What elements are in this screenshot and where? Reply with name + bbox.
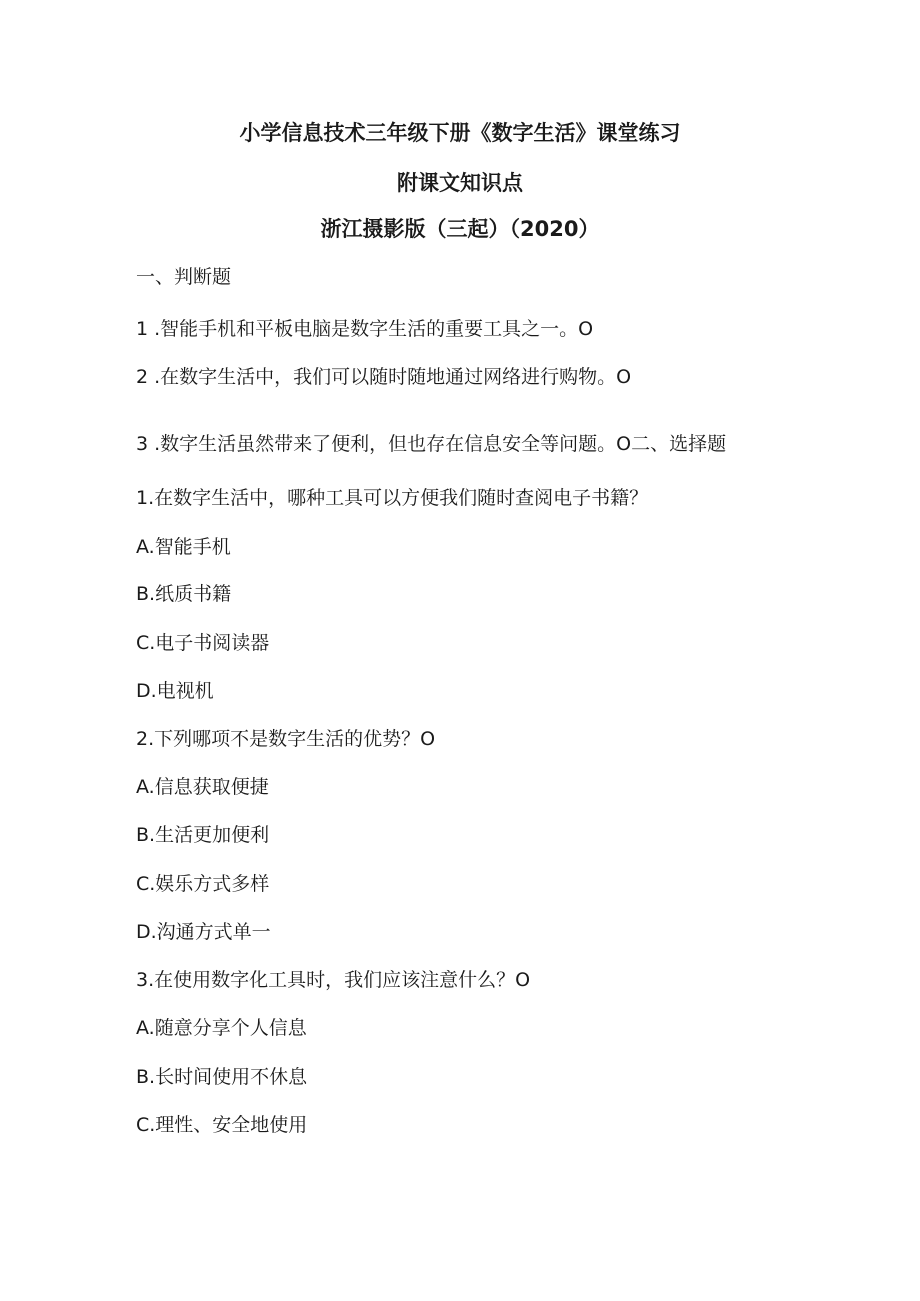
question-1: 1.在数字生活中，哪种工具可以方便我们随时查阅电子书籍？ [136,487,649,509]
question-3: 3.在使用数字化工具时，我们应该注意什么？O [136,969,531,991]
judgment-item-3: 3 .数字生活虽然带来了便利，但也存在信息安全等问题。O二、选择题 [136,433,727,455]
question-3-option-c: C.理性、安全地使用 [136,1114,308,1136]
question-1-option-a: A.智能手机 [136,536,231,558]
question-1-option-b: B.纸质书籍 [136,583,232,605]
question-3-option-a: A.随意分享个人信息 [136,1017,307,1039]
judgment-item-2: 2 .在数字生活中，我们可以随时随地通过网络进行购物。O [136,366,632,388]
title-line-3: 浙江摄影版（三起）（2020） [320,217,600,241]
question-2-option-c: C.娱乐方式多样 [136,873,270,895]
section-heading-judgment: 一、判断题 [136,266,232,288]
question-1-option-d: D.电视机 [136,680,214,702]
question-2: 2.下列哪项不是数字生活的优势？O [136,728,436,750]
question-1-option-c: C.电子书阅读器 [136,632,270,654]
title-line-2: 附课文知识点 [397,171,523,195]
question-2-option-b: B.生活更加便利 [136,824,270,846]
question-3-option-b: B.长时间使用不休息 [136,1066,308,1088]
title-line-1: 小学信息技术三年级下册《数字生活》课堂练习 [239,121,681,145]
judgment-item-1: 1 .智能手机和平板电脑是数字生活的重要工具之一。O [136,318,594,340]
question-2-option-d: D.沟通方式单一 [136,921,271,943]
question-2-option-a: A.信息获取便捷 [136,776,269,798]
